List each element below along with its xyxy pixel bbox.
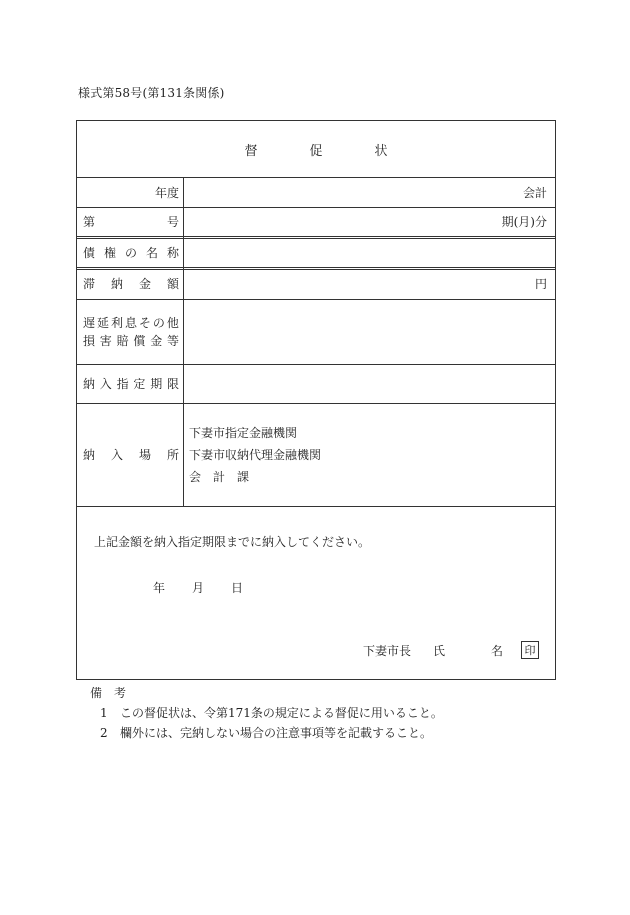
account-label: 会計 [522,185,547,200]
label-char: 利 [110,315,123,330]
label-char: 限 [166,377,179,391]
signer-title: 下妻市長 [363,643,412,658]
delinquent-amount-label [83,268,179,299]
label-char: 賠 [116,333,129,348]
claim-name-char: 債 [83,245,96,260]
late-interest-label [83,299,179,364]
amount-char: 額 [166,277,179,291]
payment-place-item: 下妻市収納代理金融機関 [189,447,322,462]
label-char: 定 [133,377,146,391]
label-char: 損 [83,333,96,348]
late-interest-line1 [83,314,179,332]
label-char: 遅 [83,315,96,330]
amount-char: 納 [110,277,123,291]
remarks-item-number: 1 [100,706,108,720]
remarks-heading-char: 考 [113,686,126,700]
label-char: 延 [96,315,109,330]
label-char: 入 [99,377,112,391]
label-char: 納 [83,377,96,391]
notice-number-label [83,207,179,236]
demand-notice-form [76,120,556,680]
date-year: 年 [153,581,166,595]
remarks [90,683,443,743]
claim-name-char: の [124,245,137,260]
column-divider [183,177,184,506]
date-month: 月 [191,581,204,595]
remarks-item [100,703,443,723]
label-char: 等 [166,333,179,348]
number-prefix: 第 [83,215,96,229]
label-char: の [152,315,165,330]
form-number: 様式第58号(第131条関係) [78,86,225,100]
label-char: そ [138,315,151,330]
remarks-item [100,723,443,743]
label-char: 償 [133,333,146,348]
signer [363,641,539,659]
date-day: 日 [230,581,243,595]
claim-name-char: 権 [103,245,116,260]
label-char: 息 [124,315,137,330]
remarks-item-text: この督促状は、令第171条の規定による督促に用いること。 [120,706,443,720]
payment-place-item: 下妻市指定金融機関 [189,425,298,440]
label-char: 害 [99,333,112,348]
signer-name-right: 名 [491,643,504,658]
payment-place-label [83,403,179,506]
payment-deadline-label [83,364,179,403]
claim-name-label [83,237,179,267]
label-char: 期 [150,377,163,391]
claim-name-char: 名 [145,245,158,260]
amount-char: 金 [138,277,151,291]
claim-name-char: 称 [166,245,179,260]
label-char: 入 [110,448,123,462]
form-title-text: 督促状 [244,143,440,159]
yen-unit: 円 [534,277,547,291]
label-char: 所 [166,448,179,462]
remarks-item-text: 欄外には、完納しない場合の注意事項等を記載すること。 [120,726,433,740]
label-char: 金 [150,333,163,348]
remarks-item-number: 2 [100,726,108,740]
late-interest-line2 [83,332,179,350]
amount-char: 滞 [83,277,96,291]
period-label: 期(月)分 [501,215,547,229]
label-char: 指 [116,377,129,391]
label-char: 場 [138,448,151,462]
seal-mark: 印 [521,641,539,659]
signer-name-left: 氏 [433,643,446,658]
label-char: 納 [83,448,96,462]
remarks-heading [90,683,126,703]
remarks-heading-char: 備 [90,686,103,700]
fiscal-year-label: 年度 [154,185,179,200]
signer-name [433,642,503,659]
divider [77,506,555,507]
payment-place-item: 会 計 課 [189,469,250,484]
form-title [77,121,555,177]
label-char: 他 [166,315,179,330]
payment-place-list [189,403,547,506]
issue-date [153,579,243,596]
notice-message: 上記金額を納入指定期限までに納入してください。 [94,535,371,549]
number-suffix: 号 [166,215,179,229]
